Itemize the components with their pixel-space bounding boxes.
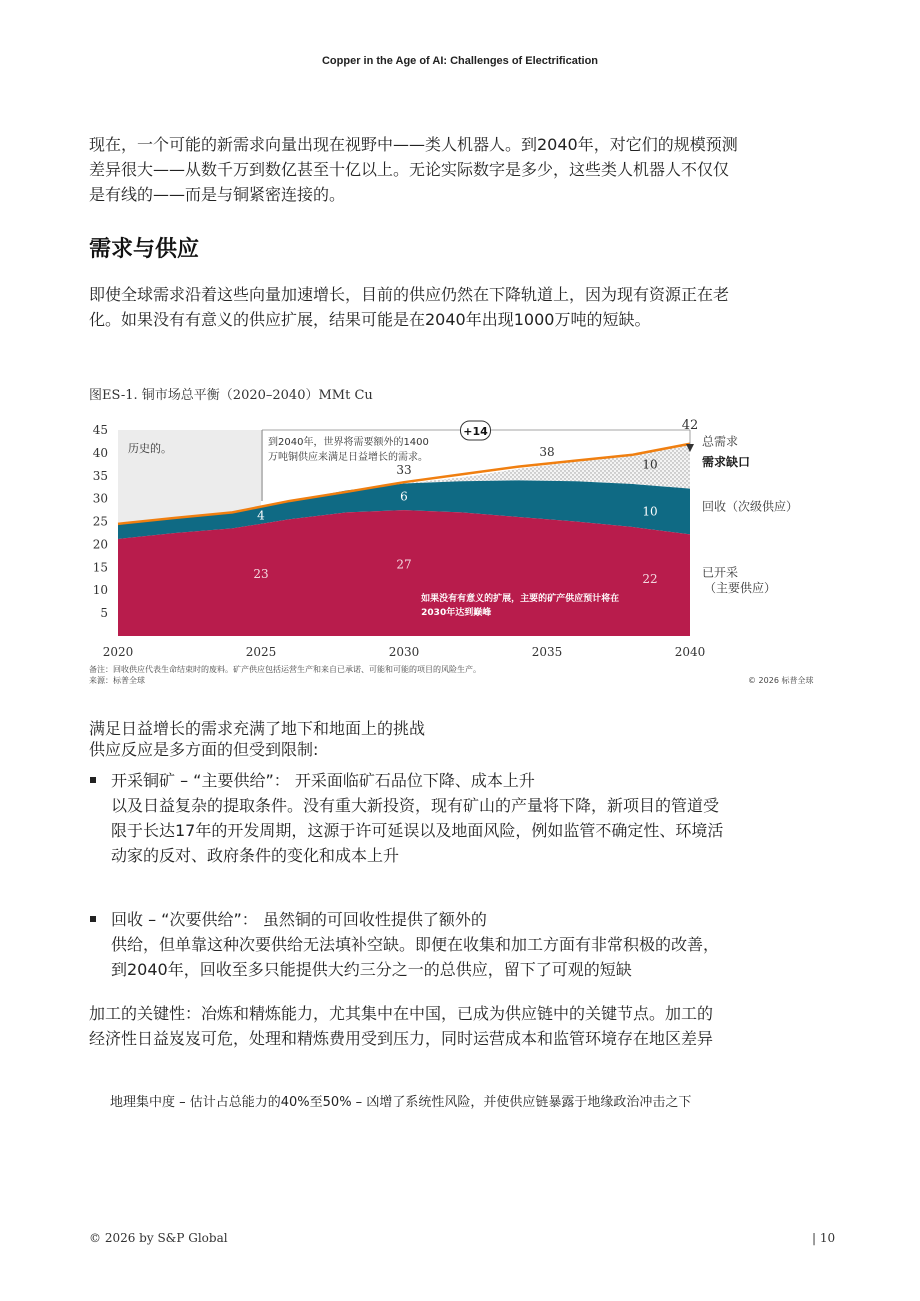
processing-line: 经济性日益岌岌可危，处理和精炼费用受到压力，同时运营成本和监管环境存在地区差异 [89,1029,714,1048]
document-header: Copper in the Age of AI: Challenges of Electrification [321,55,599,67]
data-label-gap-2040: 10 [642,457,658,472]
bullet-line: 开采铜矿 – “主要供给”： 开采面临矿石品位下降、成本上升 [111,771,535,790]
data-label-mined-2030: 27 [396,557,412,572]
y-tick-label: 20 [92,537,108,552]
data-label-demand-2030: 33 [396,463,412,478]
y-tick-label: 10 [92,583,108,598]
intro-line: 差异很大——从数千万到数亿甚至十亿以上。无论实际数字是多少，这些类人机器人不仅仅 [89,160,730,179]
y-tick-label: 40 [92,445,108,460]
legend-total-demand: 总需求 [702,434,739,449]
bullet-line: 回收 – “次要供给”： 虽然铜的可回收性提供了额外的 [111,910,487,929]
figure-copyright: © 2026 标普全球 [748,676,814,685]
bullet-icon [90,916,96,922]
legend-demand-gap: 需求缺口 [702,454,751,469]
data-label-recycled-2025: 4 [257,508,265,523]
intro-paragraph [89,132,831,207]
geo-concentration-text: 地理集中度 – 估计占总能力的40%至50% – 凶增了系统性风险，并使供应链暴露于地缘政治冲击之下 [110,1095,692,1110]
bullet-icon [90,777,96,783]
bullet-line: 到2040年，回收至多只能提供大约三分之一的总供应，留下了可观的短缺 [111,960,632,979]
section-line: 化。如果没有有意义的供应扩展，结果可能是在2040年出现1000万吨的短缺。 [89,310,651,329]
section-heading: 需求与供应 [89,237,200,262]
x-tick-label: 2020 [102,645,134,659]
demand-annotation-line: 万吨铜供应来满足日益增长的需求。 [268,452,428,463]
intro-line: 现在，一个可能的新需求向量出现在视野中——类人机器人。到2040年，对它们的规模预测 [89,135,738,154]
y-tick-label: 45 [92,423,108,437]
data-label-mined-2040: 22 [642,571,658,586]
processing-line: 加工的关键性：冶炼和精炼能力，尤其集中在中国，已成为供应链中的关键节点。加工的 [89,1004,714,1023]
bullet-mined [111,768,831,868]
bullet-line: 限于长达17年的开发周期，这源于许可延误以及地面风险，例如监管不确定性、环境活 [111,821,724,840]
legend-mined-sub: （主要供应） [704,581,777,596]
legend-mined: 已开采 [702,565,739,580]
challenges-intro-line: 满足日益增长的需求充满了地下和地面上的挑战 [89,719,426,738]
bullet-line: 动家的反对、政府条件的变化和成本上升 [111,846,400,865]
data-label-demand-2040: 42 [681,418,699,433]
y-tick-label: 25 [92,514,108,529]
peak-annotation-line: 2030年达到巅峰 [421,608,492,619]
legend-recycled: 回收（次级供应） [702,499,799,514]
increase-badge-label: +14 [463,425,488,438]
data-label-demand-2035: 38 [539,444,555,459]
intro-line: 是有线的——而是与铜紧密连接的。 [89,185,346,204]
y-tick-label: 5 [100,606,108,621]
data-label-recycled-2030: 6 [400,489,408,504]
y-tick-label: 35 [92,468,108,483]
bullet-line: 以及日益复杂的提取条件。没有重大新投资，现有矿山的产量将下降，新项目的管道受 [111,796,720,815]
footer-copyright: © 2026 by S&P Global [89,1231,228,1245]
section-line: 即使全球需求沿着这些向量加速增长，目前的供应仍然在下降轨道上，因为现有资源正在老 [89,285,730,304]
y-tick-label: 30 [92,491,108,506]
page-number: | 10 [812,1231,836,1245]
bullet-recycled [111,907,831,982]
section-paragraph [89,282,831,332]
data-label-mined-2025: 23 [253,566,269,581]
challenges-intro [89,716,831,762]
x-tick-label: 2030 [388,645,420,659]
y-tick-label: 15 [92,560,108,575]
x-tick-label: 2040 [674,645,706,659]
challenges-intro-line: 供应反应是多方面的但受到限制: [89,740,319,759]
peak-annotation-line: 如果没有有意义的扩展，主要的矿产供应预计将在 [421,594,620,605]
demand-annotation-line: 到2040年，世界将需要额外的1400 [268,437,429,448]
x-tick-label: 2035 [531,645,563,659]
copper-balance-chart [80,410,840,660]
data-label-recycled-2040: 10 [642,504,658,519]
x-tick-label: 2025 [245,645,277,659]
bullet-line: 供给，但单靠这种次要供给无法填补空缺。即便在收集和加工方面有非常积极的改善， [111,935,720,954]
figure-note: 备注：回收供应代表生命结束时的废料。矿产供应包括运营生产和来自已承诺、可能和可能的项目的风险生产。 [89,665,481,674]
historical-label: 历史的。 [128,442,172,455]
figure-caption: 图ES-1. 铜市场总平衡（2020–2040）MMt Cu [89,388,373,403]
processing-paragraph [89,1001,831,1051]
figure-source: 来源：标普全球 [89,676,145,685]
